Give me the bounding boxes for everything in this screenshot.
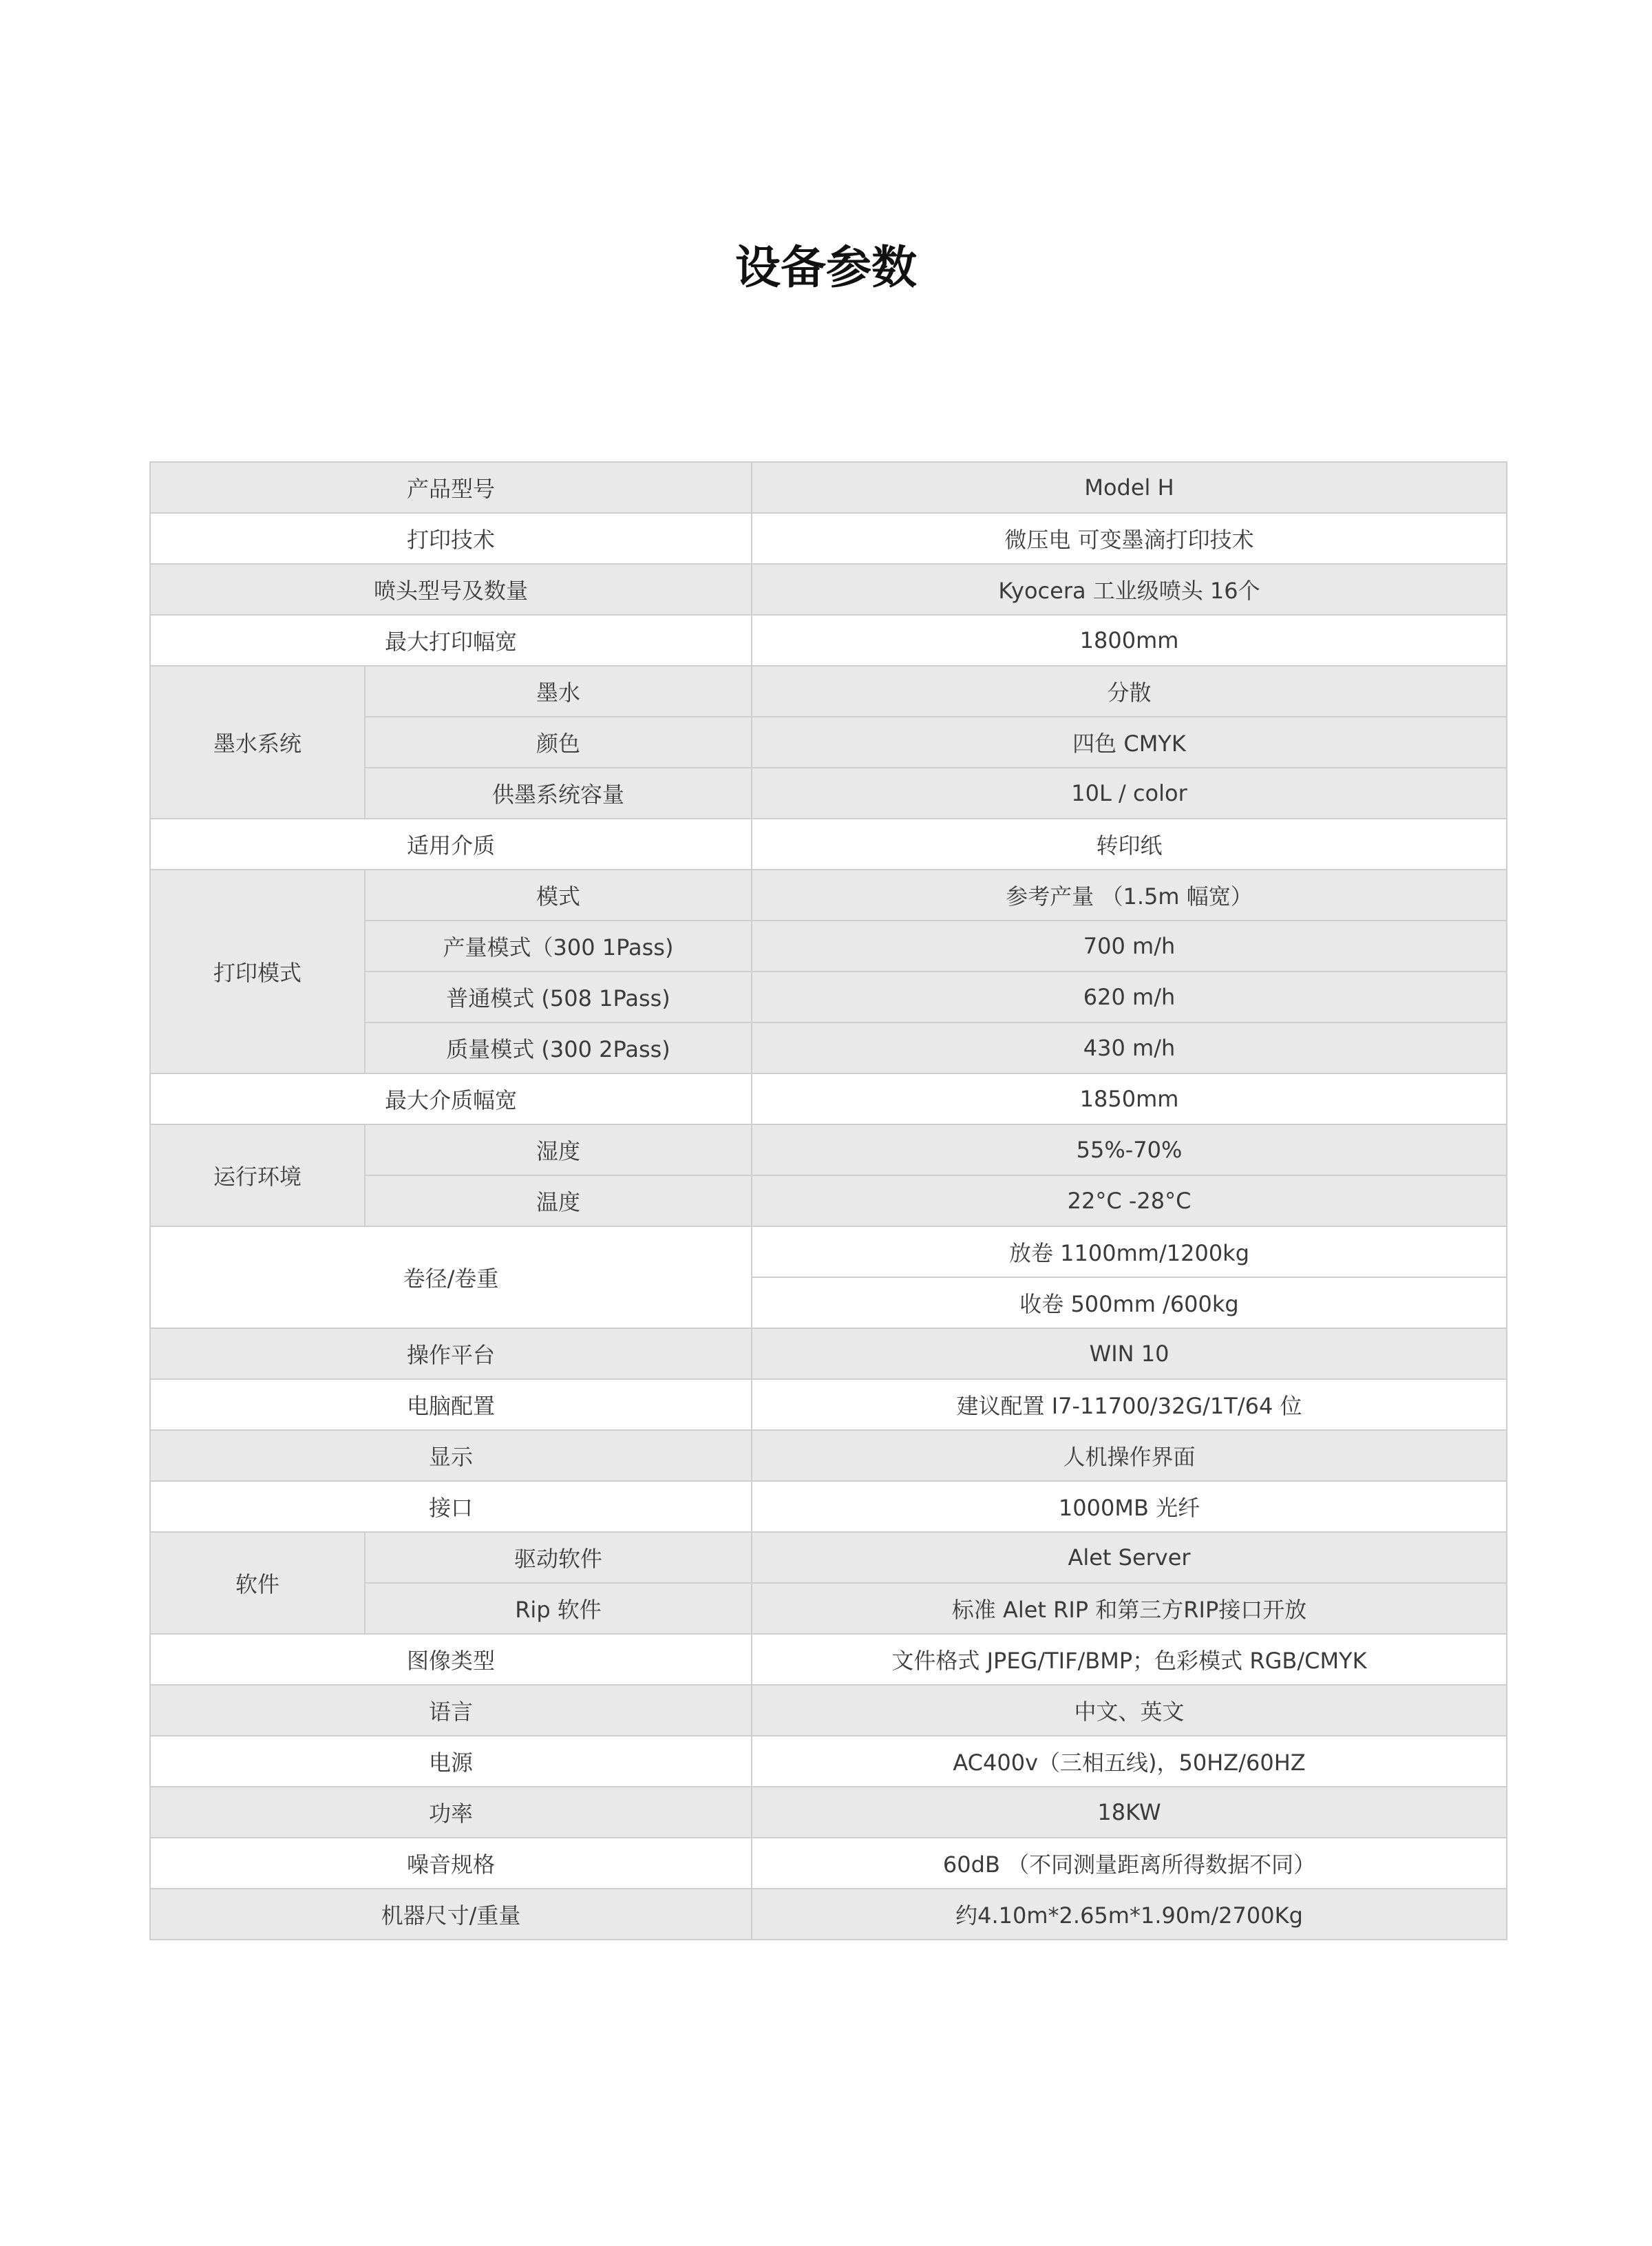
row-label-rip: Rip 软件 [365, 1583, 752, 1634]
row-label-power: 电源 [150, 1736, 752, 1787]
row-value-heads: Kyocera 工业级喷头 16个 [752, 564, 1507, 615]
table-row [150, 615, 1507, 666]
row-label-max-media-width: 最大介质幅宽 [150, 1073, 752, 1124]
row-value-ink: 分散 [752, 666, 1507, 717]
row-label-heads: 喷头型号及数量 [150, 564, 752, 615]
row-value-noise: 60dB （不同测量距离所得数据不同） [752, 1838, 1507, 1889]
row-value-mode-normal: 620 m/h [752, 972, 1507, 1022]
row-value-language: 中文、英文 [752, 1685, 1507, 1736]
table-row [150, 666, 1507, 717]
row-value-mode-header: 参考产量 （1.5m 幅宽） [752, 870, 1507, 921]
row-label-mode-normal: 普通模式 (508 1Pass) [365, 972, 752, 1022]
row-value-print-tech: 微压电 可变墨滴打印技术 [752, 513, 1507, 564]
row-label-image-type: 图像类型 [150, 1634, 752, 1685]
table-row [150, 1379, 1507, 1430]
row-value-temperature: 22°C -28°C [752, 1175, 1507, 1226]
row-label-mode-production: 产量模式（300 1Pass) [365, 921, 752, 972]
row-value-humidity: 55%-70% [752, 1124, 1507, 1175]
row-value-rip: 标准 Alet RIP 和第三方RIP接口开放 [752, 1583, 1507, 1634]
row-label-size-weight: 机器尺寸/重量 [150, 1889, 752, 1940]
row-label-roll: 卷径/卷重 [150, 1226, 752, 1328]
row-value-max-print-width: 1800mm [752, 615, 1507, 666]
row-value-mode-quality: 430 m/h [752, 1022, 1507, 1073]
row-label-interface: 接口 [150, 1481, 752, 1532]
row-value-roll-rewind: 收卷 500mm /600kg [752, 1277, 1507, 1328]
spec-table [149, 461, 1507, 1940]
row-label-language: 语言 [150, 1685, 752, 1736]
row-value-driver: Alet Server [752, 1532, 1507, 1583]
row-value-interface: 1000MB 光纤 [752, 1481, 1507, 1532]
row-value-power: AC400v（三相五线)，50HZ/60HZ [752, 1736, 1507, 1787]
row-label-model: 产品型号 [150, 462, 752, 513]
table-row [150, 1481, 1507, 1532]
row-label-mode-quality: 质量模式 (300 2Pass) [365, 1022, 752, 1073]
row-value-color: 四色 CMYK [752, 717, 1507, 768]
row-label-pc: 电脑配置 [150, 1379, 752, 1430]
row-value-os: WIN 10 [752, 1328, 1507, 1379]
row-label-ink: 墨水 [365, 666, 752, 717]
table-row [150, 1124, 1507, 1175]
row-value-capacity: 10L / color [752, 768, 1507, 819]
row-label-max-print-width: 最大打印幅宽 [150, 615, 752, 666]
row-label-mode-header: 模式 [365, 870, 752, 921]
table-row [150, 1328, 1507, 1379]
row-label-wattage: 功率 [150, 1787, 752, 1838]
table-row [150, 870, 1507, 921]
group-label-ink-system: 墨水系统 [150, 666, 365, 819]
table-row [150, 1736, 1507, 1787]
table-row [150, 564, 1507, 615]
table-row [150, 1226, 1507, 1277]
table-row [150, 1634, 1507, 1685]
table-row [150, 1073, 1507, 1124]
row-label-display: 显示 [150, 1430, 752, 1481]
table-row [150, 1430, 1507, 1481]
row-value-image-type: 文件格式 JPEG/TIF/BMP；色彩模式 RGB/CMYK [752, 1634, 1507, 1685]
row-value-display: 人机操作界面 [752, 1430, 1507, 1481]
row-label-media: 适用介质 [150, 819, 752, 870]
table-row [150, 1787, 1507, 1838]
row-label-temperature: 温度 [365, 1175, 752, 1226]
row-value-roll-unwind: 放卷 1100mm/1200kg [752, 1226, 1507, 1277]
table-row [150, 819, 1507, 870]
page-title: 设备参数 [735, 241, 917, 294]
row-label-driver: 驱动软件 [365, 1532, 752, 1583]
row-label-color: 颜色 [365, 717, 752, 768]
row-value-pc: 建议配置 I7-11700/32G/1T/64 位 [752, 1379, 1507, 1430]
row-value-media: 转印纸 [752, 819, 1507, 870]
table-row [150, 1838, 1507, 1889]
row-label-os: 操作平台 [150, 1328, 752, 1379]
group-label-environment: 运行环境 [150, 1124, 365, 1226]
table-row [150, 1685, 1507, 1736]
row-value-size-weight: 约4.10m*2.65m*1.90m/2700Kg [752, 1889, 1507, 1940]
row-label-print-tech: 打印技术 [150, 513, 752, 564]
table-row [150, 462, 1507, 513]
row-value-model: Model H [752, 462, 1507, 513]
row-label-capacity: 供墨系统容量 [365, 768, 752, 819]
table-row [150, 1889, 1507, 1940]
row-label-noise: 噪音规格 [150, 1838, 752, 1889]
row-value-max-media-width: 1850mm [752, 1073, 1507, 1124]
row-label-humidity: 湿度 [365, 1124, 752, 1175]
row-value-wattage: 18KW [752, 1787, 1507, 1838]
row-value-mode-production: 700 m/h [752, 921, 1507, 972]
group-label-software: 软件 [150, 1532, 365, 1634]
table-row [150, 513, 1507, 564]
group-label-print-mode: 打印模式 [150, 870, 365, 1073]
table-row [150, 1532, 1507, 1583]
